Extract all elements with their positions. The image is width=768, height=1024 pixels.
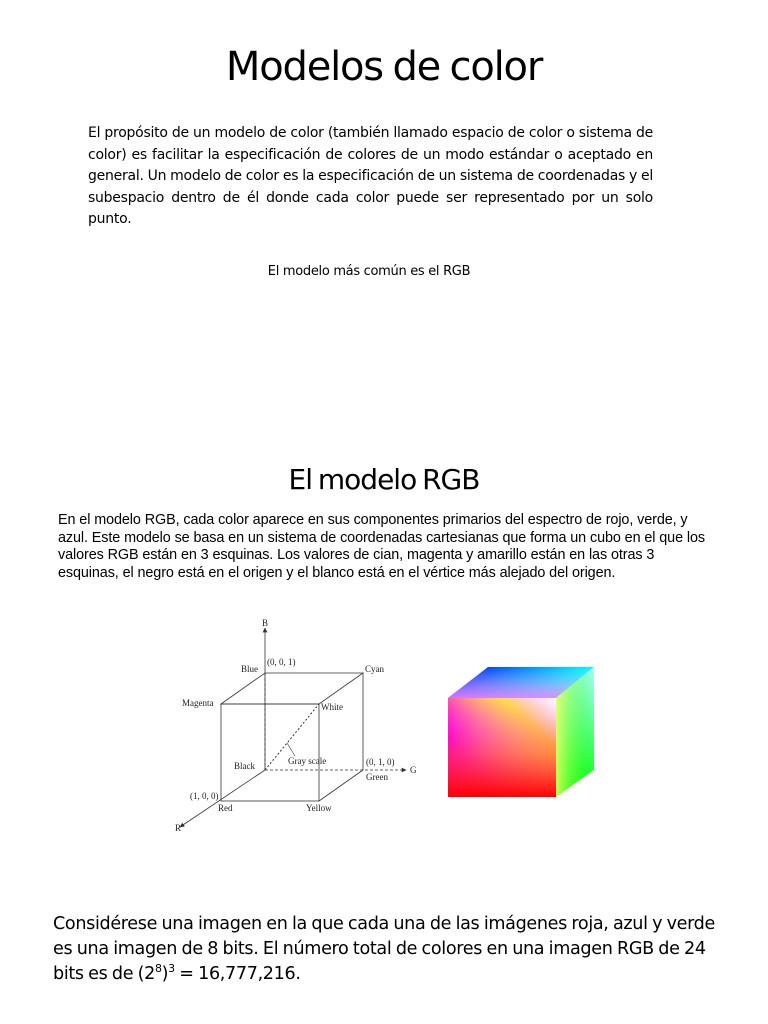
cube-front-face-red: [448, 698, 556, 797]
green-label: Green: [366, 772, 388, 782]
axis-r-label: R: [175, 823, 182, 833]
gray-scale-pointer: [287, 743, 295, 756]
footer-sup-inner: 8: [155, 962, 162, 976]
yellow-label: Yellow: [306, 803, 332, 813]
cube-top-face: [221, 673, 363, 704]
green-coord-label: (0, 1, 0): [366, 757, 395, 767]
cube-bottom-edge: [319, 770, 363, 801]
gray-scale-label: Gray scale: [288, 756, 327, 766]
blue-coord-label: (0, 0, 1): [267, 657, 296, 667]
footer-sup-outer: 3: [168, 962, 175, 976]
red-label: Red: [218, 803, 233, 813]
footer-text-mid: ): [161, 964, 169, 984]
blue-label: Blue: [241, 664, 258, 674]
footer-text-after: = 16,777,216.: [174, 964, 301, 984]
common-model-note: El modelo más común es el RGB: [267, 264, 471, 279]
rgb-color-cube-image: [448, 667, 594, 797]
rgb-cube-diagram: [170, 615, 430, 840]
rgb-section-title: El modelo RGB: [288, 463, 480, 496]
red-coord-label: (1, 0, 0): [190, 791, 219, 801]
black-label: Black: [234, 761, 255, 771]
footer-text-before: Considérese una imagen en la que cada una de las imágenes roja, azul y verde es una imagen de 8 bits. El número total de colores en una imagen RGB de 24 bits es de (2: [53, 914, 715, 984]
footer-paragraph: [53, 912, 733, 987]
axis-g-label: G: [410, 765, 417, 775]
white-label: White: [321, 702, 343, 712]
magenta-label: Magenta: [182, 698, 214, 708]
intro-paragraph: El propósito de un modelo de color (también llamado espacio de color o sistema de color) es facilitar la especificación de colores de un modo estándar o aceptado en general. Un modelo de color es la especificación de un sistema de coordenadas y el subespacio dentro de él donde cada color puede ser representado por un solo punto.: [88, 125, 653, 227]
axis-b-label: B: [262, 618, 269, 628]
cyan-label: Cyan: [365, 664, 384, 674]
rgb-description: En el modelo RGB, cada color aparece en sus componentes primarios del espectro de rojo, verde, y azul. Este modelo se basa en un sistema de coordenadas cartesianas que forma un cubo en el que los valores RGB están en 3 esquinas. Los valores de cian, magenta y amarillo están en las otras 3 esquinas, el negro está en el origen y el blanco está en el vértice más alejado del origen.: [58, 512, 705, 581]
page-title: Modelos de color: [225, 44, 543, 90]
cube-front-face: [221, 704, 319, 801]
